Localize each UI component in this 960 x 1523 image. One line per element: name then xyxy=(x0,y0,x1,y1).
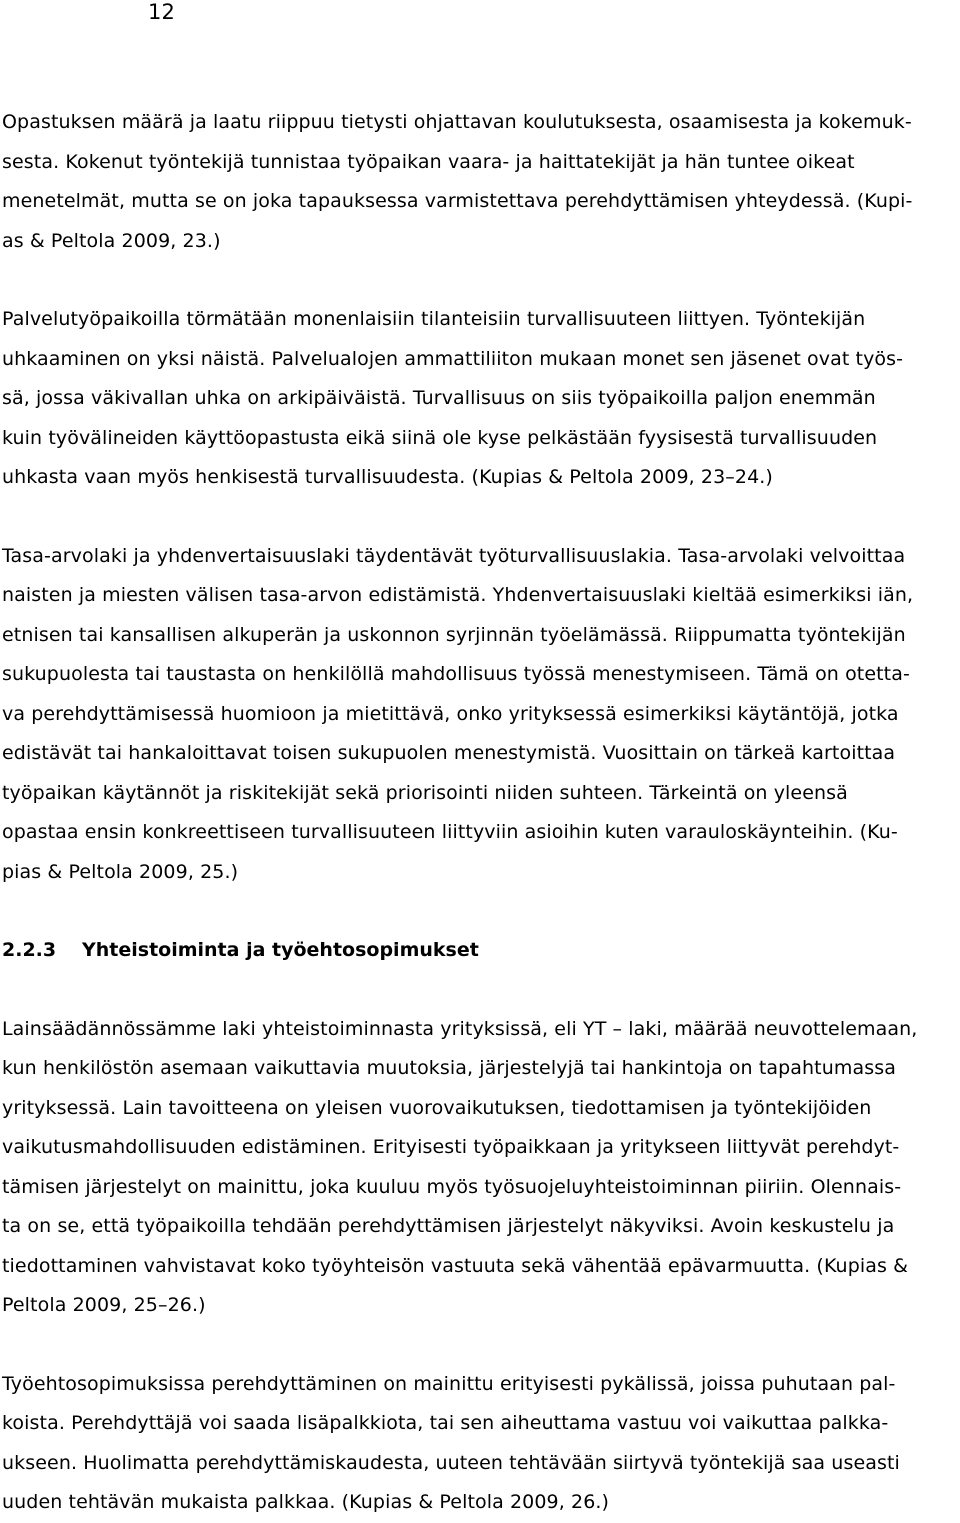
text-line: uhkasta vaan myös henkisestä turvallisuudesta. (Kupias & Peltola 2009, 23–24.) xyxy=(2,466,773,488)
section-heading xyxy=(2,931,956,971)
text-line: tiedottaminen vahvistavat koko työyhteisön vastuuta sekä vähentää epävarmuutta. (Kupias & xyxy=(2,1254,909,1277)
text-line: sä, jossa väkivallan uhka on arkipäiväistä. Turvallisuus on siis työpaikoilla paljon enemmän xyxy=(2,387,876,409)
text-line: va perehdyttämisessä huomioon ja mietittävä, onko yrityksessä esimerkiksi käytäntöjä, jotka xyxy=(2,702,899,725)
text-line: opastaa ensin konkreettiseen turvallisuuteen liittyviin asioihin kuten varauloskäynteihin. (Ku- xyxy=(2,821,898,843)
text-line: uhkaaminen on yksi näistä. Palvelualojen ammattiliiton mukaan monet sen jäsenet ovat työs- xyxy=(2,347,904,370)
text-line: Peltola 2009, 25–26.) xyxy=(2,1294,206,1316)
paragraph-palvelutyopaikat xyxy=(2,300,956,498)
section-number: 2.2.3 xyxy=(2,939,57,961)
page-number: 12 xyxy=(148,0,176,24)
text-line: edistävät tai hankaloittavat toisen sukupuolen menestymistä. Vuosittain on tärkeä kartoittaa xyxy=(2,742,896,764)
text-line: Tasa-arvolaki ja yhdenvertaisuuslaki täydentävät työturvallisuuslakia. Tasa-arvolaki velvoittaa xyxy=(2,544,906,567)
text-line: Opastuksen määrä ja laatu riippuu tietysti ohjattavan koulutuksesta, osaamisesta ja kokemuk- xyxy=(2,111,912,133)
paragraph-tyoehtosopimukset xyxy=(2,1365,956,1523)
paragraph-tasa-arvolaki xyxy=(2,537,956,893)
text-line: vaikutusmahdollisuuden edistäminen. Erityisesti työpaikkaan ja yritykseen liittyvät perehdyt- xyxy=(2,1136,900,1158)
paragraph-yt-laki xyxy=(2,1010,956,1326)
text-line: Työehtosopimuksissa perehdyttäminen on mainittu erityisesti pykälissä, joissa puhutaan pal- xyxy=(2,1372,896,1395)
text-line: kun henkilöstön asemaan vaikuttavia muutoksia, järjestelyjä tai hankintoja on tapahtumassa xyxy=(2,1057,896,1079)
text-line: naisten ja miesten välisen tasa-arvon edistämistä. Yhdenvertaisuuslaki kieltää esimerkiksi iän, xyxy=(2,584,914,606)
text-line: pias & Peltola 2009, 25.) xyxy=(2,860,239,883)
text-line: työpaikan käytännöt ja riskitekijät sekä priorisointi niiden suhteen. Tärkeintä on yleensä xyxy=(2,781,848,804)
text-line: ta on se, että työpaikoilla tehdään perehdyttämisen järjestelyt näkyviksi. Avoin keskustelu ja xyxy=(2,1215,895,1237)
text-line: Palvelutyöpaikoilla törmätään monenlaisiin tilanteisiin turvallisuuteen liittyen. Työntekijän xyxy=(2,308,866,330)
text-line: Lainsäädännössämme laki yhteistoiminnasta yrityksissä, eli YT – laki, määrää neuvottelemaan, xyxy=(2,1017,918,1040)
text-line: kuin työvälineiden käyttöopastusta eikä siinä ole kyse pelkästään fyysisestä turvallisuuden xyxy=(2,426,878,449)
paragraph-opastus xyxy=(2,103,956,261)
text-line: ukseen. Huolimatta perehdyttämiskaudesta, uuteen tehtävään siirtyvä työntekijä saa useasti xyxy=(2,1451,900,1474)
text-line: etnisen tai kansallisen alkuperän ja uskonnon syrjinnän työelämässä. Riippumatta työntekijän xyxy=(2,623,906,646)
text-line: menetelmät, mutta se on joka tapauksessa varmistettava perehdyttämisen yhteydessä. (Kupi- xyxy=(2,190,913,212)
text-line: uuden tehtävän mukaista palkkaa. (Kupias & Peltola 2009, 26.) xyxy=(2,1491,610,1513)
text-line: tämisen järjestelyt on mainittu, joka kuuluu myös työsuojeluyhteistoiminnan piiriin. Olennais- xyxy=(2,1175,902,1198)
section-title: Yhteistoiminta ja työehtosopimukset xyxy=(82,939,479,961)
text-line: yrityksessä. Lain tavoitteena on yleisen vuorovaikutuksen, tiedottamisen ja työntekijöiden xyxy=(2,1096,872,1119)
text-line: sukupuolesta tai taustasta on henkilöllä mahdollisuus työssä menestymiseen. Tämä on otetta- xyxy=(2,663,910,685)
text-line: sesta. Kokenut työntekijä tunnistaa työpaikan vaara- ja haittatekijät ja hän tuntee oikeat xyxy=(2,150,855,173)
document-body xyxy=(2,103,956,1523)
text-line: as & Peltola 2009, 23.) xyxy=(2,229,221,252)
text-line: koista. Perehdyttäjä voi saada lisäpalkkiota, tai sen aiheuttama vastuu voi vaikuttaa palkka- xyxy=(2,1412,889,1434)
